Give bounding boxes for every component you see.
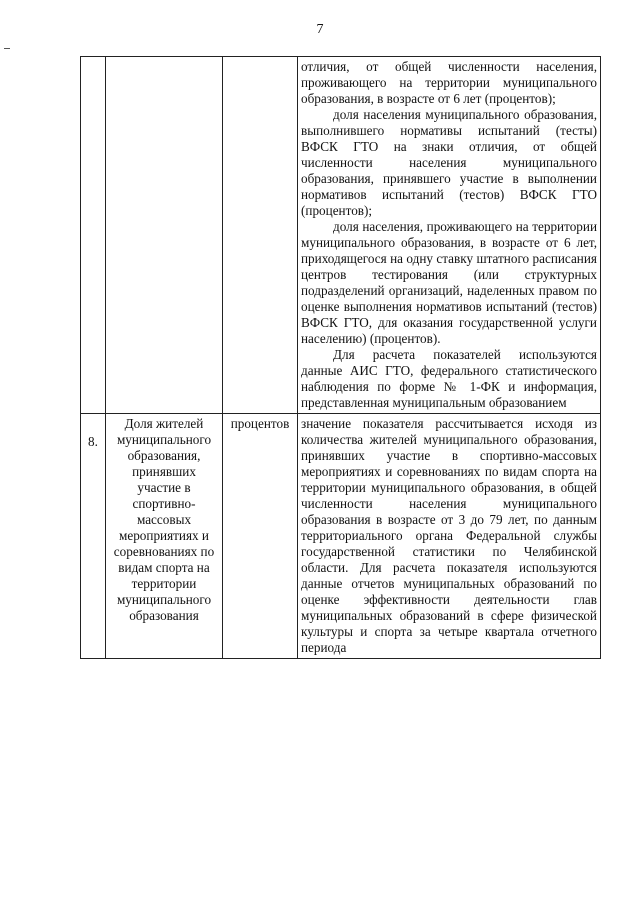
unit-of-measure: процентов [223,414,298,659]
row-number: 8. [81,414,106,659]
method-paragraph: доля населения муниципального образования, выполнившего нормативы испытаний (тесты) ВФСК ГТО на знаки отличия, от общей численности населения муниципального образования, принявшего участие в выполнении нормативов испытаний (тестов) ВФСК ГТО (процентов); [301,107,597,218]
row-number [81,57,106,414]
unit-of-measure [223,57,298,414]
method-paragraph: значение показателя рассчитывается исходя из количества жителей муниципального образования, принявших участие в спортивно-массовых мероприятиях и соревнованиях по видам спорта на территории муниципального образования, в общей численности населения муниципального образования в возрасте от 3 до 79 лет, по данным территориального органа Федеральной службы государственной статистики по Челябинской области. Для расчета показателя используются данные отчетов муниципальных образований по оценке эффективности деятельности глав муниципальных образований в сфере физической культуры и спорта за четыре квартала отчетного периода [301,416,597,655]
indicator-name [106,57,223,414]
calculation-method [298,57,601,414]
page-number: 7 [316,22,324,37]
indicators-table [80,56,601,659]
method-paragraph: отличия, от общей численности населения, проживающего на территории муниципального образования, в возрасте от 6 лет (процентов); [301,59,597,106]
indicator-name: Доля жителей муниципального образования, принявших участие в спортивно-массовых мероприятиях и соревнованиях по видам спорта на территории муниципального образования [106,414,223,659]
calculation-method [298,414,601,659]
table-row [81,57,601,414]
table-row [81,414,601,659]
method-paragraph: Для расчета показателей используются данные АИС ГТО, федерального статистического наблюдения по форме № 1-ФК и информация, представленная муниципальным образованием [301,347,597,410]
method-paragraph: доля населения, проживающего на территории муниципального образования, в возрасте от 6 лет, приходящегося на одну ставку штатного расписания центров тестирования (или структурных подразделений организаций, наделенных правом по оценке выполнения нормативов испытаний (тестов) ВФСК ГТО, для оказания государственной услуги населению) (процентов). [301,219,597,346]
scan-edge-mark [4,48,10,49]
